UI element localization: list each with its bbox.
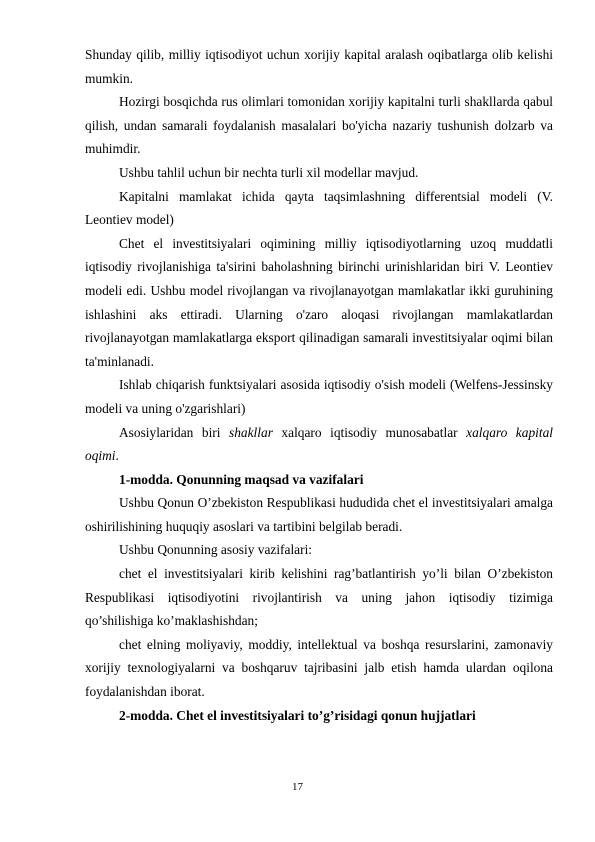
paragraph-models-intro: Ushbu tahlil uchun bir nechta turli xil modellar mavjud. xyxy=(119,164,419,180)
article-1-text: Ushbu Qonun O’zbekiston Respublikasi hududida chet el investitsiyalari amalga oshirilishining huquqiy asoslari va tartibini belgilab beradi. xyxy=(85,495,553,534)
article-1-task-2: chet elning moliyaviy, moddiy, intellektual va boshqa resurslarini, zamonaviy xorijiy texnologiyalarni va boshqaruv tajribasini jalb etish hamda ulardan oqilona foydalanishdan iborat. xyxy=(85,636,553,700)
article-1-task-1: chet el investitsiyalari kirib kelishini rag’batlantirish yo’li bilan O’zbekiston Respublikasi iqtisodiyotini rivojlantirish va uning jahon iqtisodiy tizimiga qo’shilishiga ko’maklashishdan; xyxy=(85,566,553,629)
article-1-heading: 1-modda. Qonunning maqsad va vazifalari xyxy=(119,471,364,487)
text-segment: xalqaro iqtisodiy munosabatlar xyxy=(272,424,467,440)
paragraph-leontiev-model-title: Kapitalni mamlakat ichida qayta taqsimlashning differentsial modeli (V. Leontiev model) xyxy=(85,188,553,228)
text-segment: Asosiylaridan biri xyxy=(119,424,230,440)
article-2-heading: 2-modda. Chet el investitsiyalari to’g’risidagi qonun hujjatlari xyxy=(119,707,476,723)
paragraph-leontiev-model: Chet el investitsiyalari oqimining milliy iqtisodiyotlarning uzoq muddatli iqtisodiy rivojlanishiga ta'sirini baholashning birinchi urinishlaridan biri V. Leontiev modeli edi. Ushbu model rivojlangan va rivojlanayotgan mamlakatlar ikki guruhining ishlashini aks ettiradi. Ularning o'zaro aloqasi rivojlangan mamlakatlardan rivojlanayotgan mamlakatlarga eksport qilinadigan samarali investitsiyalar oqimi bilan ta'minlanadi. xyxy=(85,235,553,369)
paragraph-current-stage: Hozirgi bosqichda rus olimlari tomonidan xorijiy kapitalni turli shakllarda qabul qilish, undan samarali foydalanish masalalari bo'yicha nazariy tushunish dolzarb va muhimdir. xyxy=(85,94,553,157)
paragraph-growth-model-title: Ishlab chiqarish funktsiyalari asosida iqtisodiy o'sish modeli (Welfens-Jessinsky modeli va uning o'zgarishlari) xyxy=(85,377,553,416)
paragraph-capital-flow xyxy=(85,421,553,468)
document-body xyxy=(85,43,553,727)
text-segment: . xyxy=(115,448,119,464)
page-number: 17 xyxy=(292,781,303,793)
paragraph-conclusion: Shunday qilib, milliy iqtisodiyot uchun xorijiy kapital aralash oqibatlarga olib kelishi mumkin. xyxy=(85,47,553,86)
italic-term: shakllar xyxy=(229,424,273,440)
article-1-tasks-intro: Ushbu Qonunning asosiy vazifalari: xyxy=(119,542,313,558)
italic-term: xalqaro kapital oqimi xyxy=(85,424,554,464)
